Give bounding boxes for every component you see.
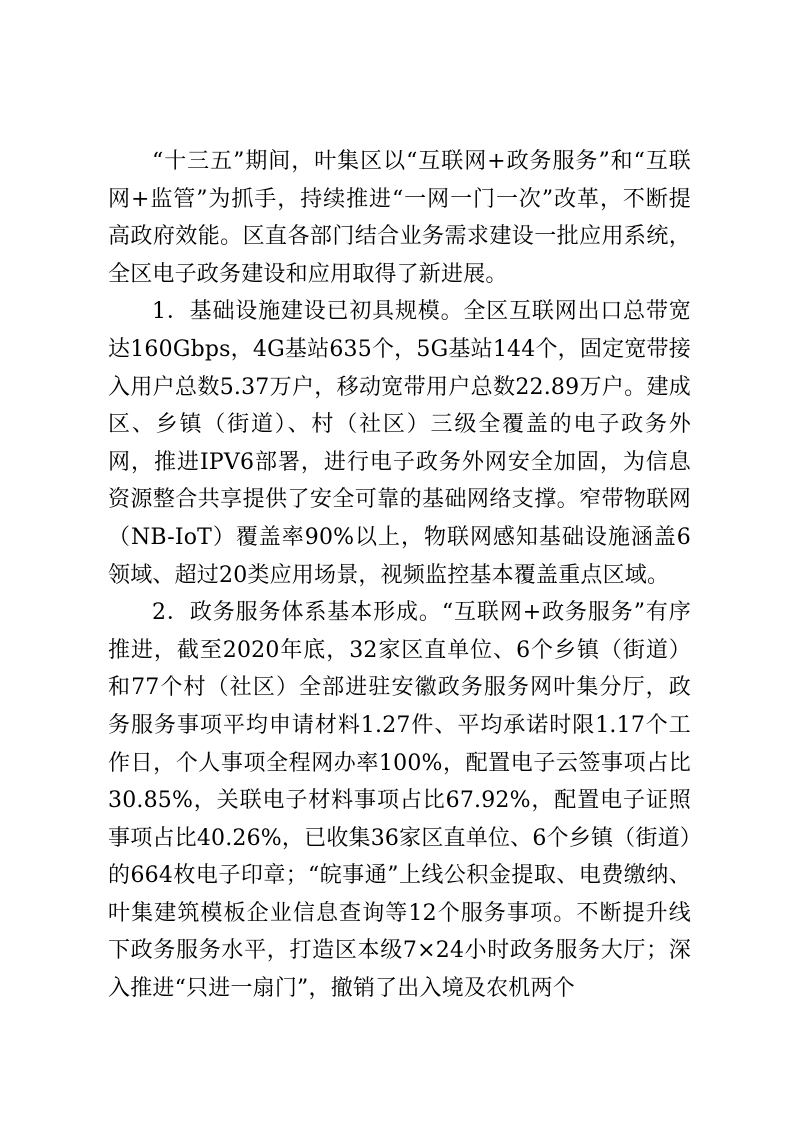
- government-services-paragraph: 2．政务服务体系基本形成。“互联网+政务服务”有序推进，截至2020年底，32家区直单位、6个乡镇（街道）和77个村（社区）全部进驻安徽政务服务网叶集分厅，政务服务事项平均申请材料1.27件、平均承诺时限1.17个工作日，个人事项全程网办率100%，配置电子云签事项占比30.85%，关联电子材料事项占比67.92%，配置电子证照事项占比40.26%，已收集36家区直单位、6个乡镇（街道）的664枚电子印章；“皖事通”上线公积金提取、电费缴纳、叶集建筑模板企业信息查询等12个服务事项。不断提升线下政务服务水平，打造区本级7×24小时政务服务大厅；深入推进“只进一扇门”，撤销了出入境及农机两个: [108, 600, 691, 1002]
- infrastructure-paragraph: 1．基础设施建设已初具规模。全区互联网出口总带宽达160Gbps，4G基站635个，5G基站144个，固定宽带接入用户总数5.37万户，移动宽带用户总数22.89万户。建成区、乡镇（街道）、村（社区）三级全覆盖的电子政务外网，推进IPV6部署，进行电子政务外网安全加固，为信息资源整合共享提供了安全可靠的基础网络支撑。窄带物联网（NB-IoT）覆盖率90%以上，物联网感知基础设施涵盖6领域、超过20类应用场景，视频监控基本覆盖重点区域。: [108, 299, 691, 588]
- intro-paragraph: “十三五”期间，叶集区以“互联网+政务服务”和“互联网+监管”为抓手，持续推进“一网一门一次”改革，不断提高政府效能。区直各部门结合业务需求建设一批应用系统，全区电子政务建设和应用取得了新进展。: [108, 149, 691, 287]
- document-body: [108, 143, 691, 1008]
